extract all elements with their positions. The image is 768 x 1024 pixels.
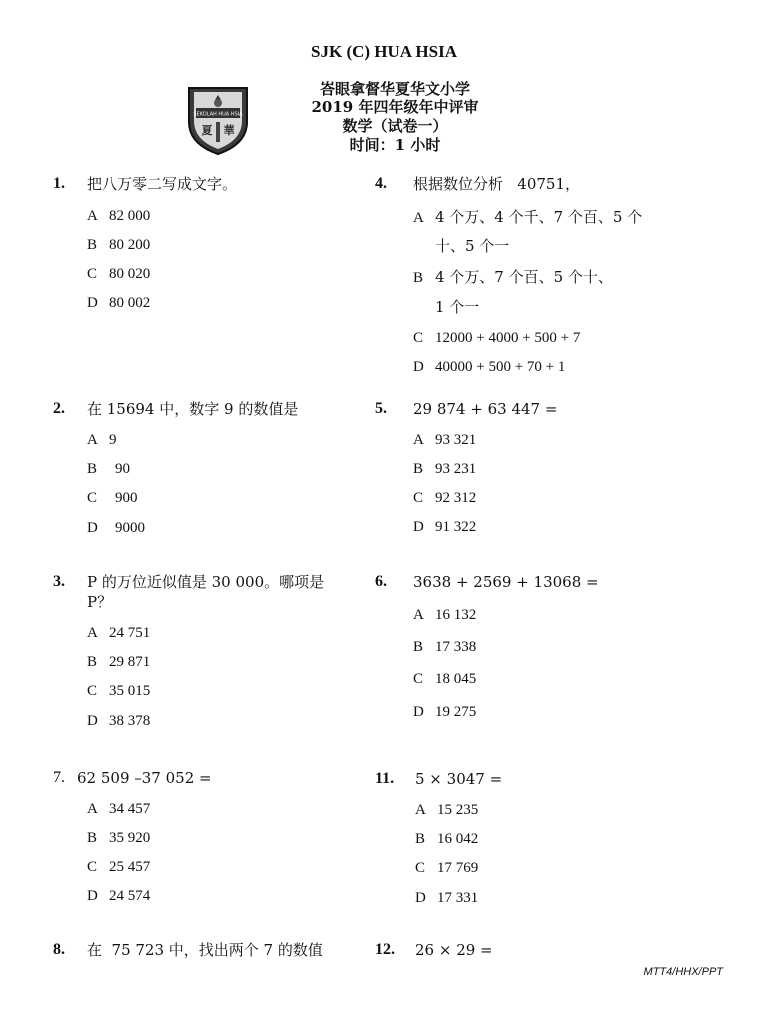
- option-letter: D: [415, 890, 426, 906]
- option-b: [413, 636, 476, 657]
- option-d: [87, 710, 150, 731]
- question-11: [375, 769, 715, 909]
- option-value: 16 132: [435, 607, 477, 623]
- option-a: [87, 622, 150, 643]
- option-value: 80 002: [109, 295, 151, 311]
- option-c: [87, 856, 150, 877]
- question-text: 在 15694 中，数字 9 的数值是: [87, 400, 299, 418]
- option-value: 29 871: [109, 654, 151, 670]
- option-c: [87, 487, 138, 508]
- option-letter: B: [87, 830, 98, 846]
- option-b: [87, 827, 150, 848]
- option-value: 19 275: [435, 704, 477, 720]
- question-number: 2.: [53, 400, 65, 417]
- option-c: [415, 857, 478, 878]
- option-value: 15 235: [437, 802, 479, 818]
- question-4: [375, 174, 715, 384]
- option-b-continued: 1 个一: [435, 298, 480, 316]
- option-value: 18 045: [435, 671, 477, 687]
- option-value: 82 000: [109, 208, 151, 224]
- option-letter: B: [87, 461, 98, 477]
- option-letter: A: [87, 625, 98, 641]
- option-letter: A: [413, 432, 424, 448]
- option-value: 24 574: [109, 888, 151, 904]
- header-paper: 数学（试卷一）: [342, 117, 448, 135]
- question-text: 62 509 –37 052 =: [77, 769, 212, 787]
- option-letter: D: [87, 295, 98, 311]
- option-letter: A: [87, 801, 98, 817]
- option-value: 17 331: [437, 890, 479, 906]
- option-letter: C: [87, 859, 98, 875]
- option-c: [413, 327, 580, 348]
- option-value: 91 322: [435, 519, 477, 535]
- option-d: [415, 887, 478, 908]
- option-b: [87, 458, 130, 479]
- option-letter: D: [87, 713, 98, 729]
- option-value: 80 020: [109, 266, 151, 282]
- option-letter: B: [413, 639, 424, 655]
- question-text: 根据数位分析 40751，: [413, 175, 581, 193]
- header-school-chinese: 峇眼拿督华夏华文小学: [319, 80, 470, 98]
- option-a-continued: 十、5 个一: [435, 237, 510, 255]
- option-value: 24 751: [109, 625, 151, 641]
- option-letter: C: [413, 330, 424, 346]
- option-d: [87, 885, 150, 906]
- option-letter: C: [87, 683, 98, 699]
- option-d: [413, 516, 476, 537]
- question-number: 1.: [53, 175, 65, 192]
- option-b: [415, 828, 478, 849]
- option-value: 12000 + 4000 + 500 + 7: [435, 330, 581, 346]
- option-c: [87, 680, 150, 701]
- question-text: 29 874 + 63 447 =: [413, 400, 558, 418]
- option-value: 93 231: [435, 461, 477, 477]
- header-exam-title: 2019 年四年级年中评审: [311, 98, 479, 116]
- option-d: [87, 517, 145, 538]
- option-letter: B: [413, 270, 424, 286]
- option-a: [87, 798, 150, 819]
- question-5: [375, 399, 715, 539]
- school-logo: [183, 84, 253, 156]
- option-letter: A: [413, 607, 424, 623]
- option-a: [415, 799, 478, 820]
- option-value: 17 769: [437, 860, 479, 876]
- option-b: [413, 458, 476, 479]
- option-c: [413, 668, 476, 689]
- question-1: [53, 174, 353, 314]
- option-value: 4 个万、4 个千、7 个百、5 个: [435, 208, 643, 226]
- option-value: 9000: [115, 520, 145, 536]
- option-c: [87, 263, 150, 284]
- question-text: 在 75 723 中，找出两个 7 的数值: [87, 941, 323, 959]
- option-d: [413, 356, 565, 377]
- option-a: [87, 429, 117, 450]
- option-letter: B: [87, 654, 98, 670]
- option-c: [413, 487, 476, 508]
- option-b: [87, 234, 150, 255]
- question-text: 26 × 29 =: [415, 941, 493, 959]
- option-value: 35 015: [109, 683, 151, 699]
- option-letter: B: [413, 461, 424, 477]
- option-value: 900: [115, 490, 138, 506]
- option-a: [413, 207, 642, 228]
- question-number: 6.: [375, 573, 387, 590]
- option-letter: A: [413, 210, 424, 226]
- option-letter: C: [87, 266, 98, 282]
- question-number: 12.: [375, 941, 395, 958]
- option-value: 34 457: [109, 801, 151, 817]
- option-letter: C: [413, 490, 424, 506]
- option-value: 35 920: [109, 830, 151, 846]
- option-value: 93 321: [435, 432, 477, 448]
- option-letter: D: [87, 888, 98, 904]
- question-text: P 的万位近似值是 30 000。哪项是 P？: [87, 573, 325, 611]
- footer-code: MTT4/HHX/PPT: [643, 966, 723, 978]
- question-number: 5.: [375, 400, 387, 417]
- logo-banner: SEKOLAH HUA HSIA: [193, 111, 243, 118]
- question-3: [53, 572, 363, 732]
- question-number: 11.: [375, 770, 395, 787]
- option-value: 16 042: [437, 831, 479, 847]
- question-number: 3.: [53, 573, 65, 590]
- question-number: 4.: [375, 175, 387, 192]
- option-b: [87, 651, 150, 672]
- option-value: 90: [115, 461, 130, 477]
- option-letter: C: [413, 671, 424, 687]
- logo-char-left: 夏: [201, 124, 213, 137]
- option-letter: C: [87, 490, 98, 506]
- question-7: [53, 768, 353, 908]
- option-d: [413, 701, 476, 722]
- option-letter: B: [415, 831, 426, 847]
- option-value: 92 312: [435, 490, 477, 506]
- option-value: 40000 + 500 + 70 + 1: [435, 359, 566, 375]
- option-letter: B: [87, 237, 98, 253]
- option-d: [87, 292, 150, 313]
- option-value: 17 338: [435, 639, 477, 655]
- option-a: [413, 604, 476, 625]
- option-a: [413, 429, 476, 450]
- option-value: 25 457: [109, 859, 151, 875]
- header-duration: 时间：1 小时: [349, 136, 441, 154]
- option-a: [87, 205, 150, 226]
- question-6: [375, 572, 715, 732]
- option-value: 9: [109, 432, 117, 448]
- school-name: SJK (C) HUA HSIA: [311, 42, 457, 61]
- option-value: 80 200: [109, 237, 151, 253]
- question-text: 3638 + 2569 + 13068 =: [413, 573, 599, 591]
- question-text: 把八万零二写成文字。: [87, 175, 238, 193]
- option-letter: D: [87, 520, 98, 536]
- question-number: 8.: [53, 941, 65, 958]
- option-letter: A: [87, 432, 98, 448]
- option-value: 38 378: [109, 713, 151, 729]
- option-letter: D: [413, 704, 424, 720]
- option-letter: D: [413, 519, 424, 535]
- question-number: 7.: [53, 769, 65, 786]
- logo-char-right: 華: [223, 124, 235, 137]
- option-letter: A: [87, 208, 98, 224]
- option-value: 4 个万、7 个百、5 个十、: [435, 268, 613, 286]
- option-letter: C: [415, 860, 426, 876]
- question-8: [53, 940, 363, 964]
- option-letter: A: [415, 802, 426, 818]
- question-2: [53, 399, 353, 539]
- question-text: 5 × 3047 =: [415, 770, 503, 788]
- option-b: [413, 267, 613, 288]
- option-letter: D: [413, 359, 424, 375]
- question-12: [375, 940, 715, 964]
